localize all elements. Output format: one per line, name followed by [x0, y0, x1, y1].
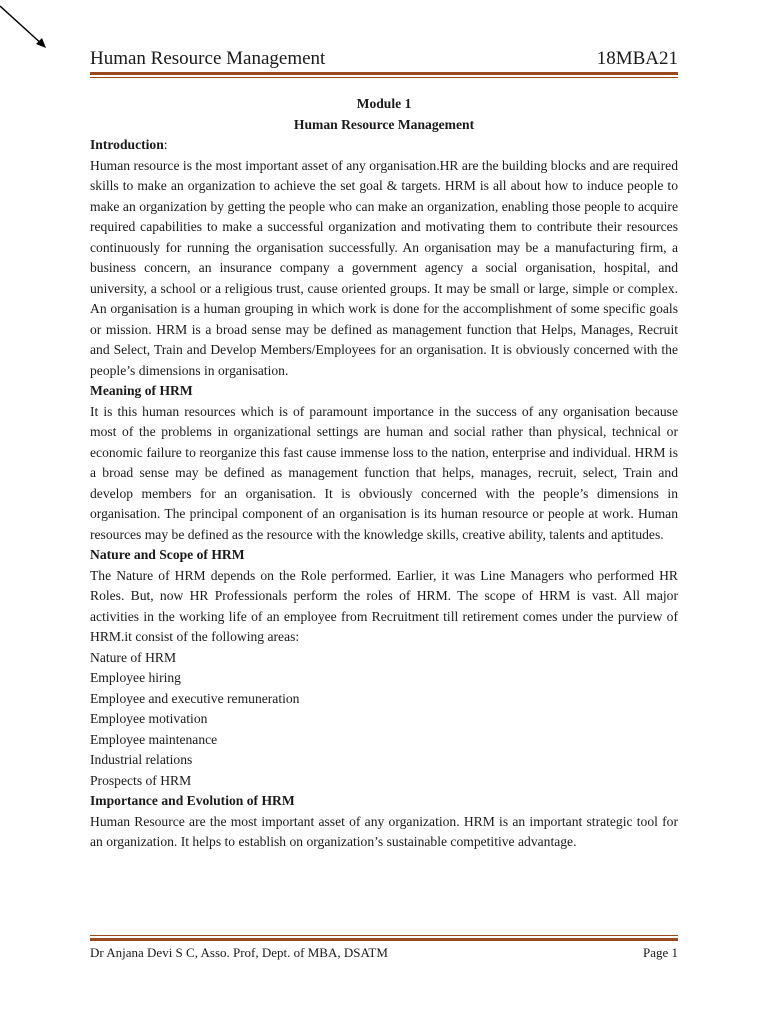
- header-rule: [90, 72, 678, 75]
- list-item: Employee hiring: [90, 670, 181, 685]
- header-title: Human Resource Management: [90, 48, 326, 69]
- list-item: Employee maintenance: [90, 731, 218, 747]
- introduction-paragraph: Human resource is the most important asset of any organisation.HR are the building blocks and are required skills to make an organization to achieve the set goal & targets. HRM is all about how to induce people to make an organization by getting the people who can make an organization, enabling those people to acquire required capabilities to make a successful organization and motivating them to contribute their resources continuously for running the organisation successfully. An organisation may be a manufacturing firm, a business concern, an insurance company a government agency a social organisation, hospital, and university, a school or a religious trust, cause oriented groups. It may be small or large, simple or complex. An organisation is a human grouping in which work is done for the accomplishment of some specific goals or mission. HRM is a broad sense may be defined as management function that Helps, Manages, Recruit and Select, Train and Develop Members/Employees for an organisation. It is obviously concerned with the people’s dimensions in organisation.: [90, 157, 678, 378]
- list-item: Prospects of HRM: [90, 772, 192, 788]
- meaning-heading: Meaning of HRM: [90, 383, 193, 398]
- footer-rule-thin: [90, 935, 678, 936]
- meaning-paragraph: It is this human resources which is of paramount importance in the success of any organisation because most of the problems in organizational settings are human and social rather than physical, technical or economic failure to reorganize this fast cause immense loss to the nation, enterprise and individual. HRM is a broad sense may be defined as management function that helps, manages, recruit, select, Train and develop members for an organisation. It is obviously concerned with the people’s dimensions in organisation. The principal component of an organisation is its human resource or people at work. Human resources may be defined as the resource with the knowledge skills, creative ability, talents and aptitudes.: [90, 403, 678, 542]
- list-item: Nature of HRM: [90, 649, 177, 665]
- importance-paragraph: Human Resource are the most important asset of any organization. HRM is an important strategic tool for an organization. It helps to establish on organization’s sustainable competitive advantage.: [90, 813, 678, 849]
- corner-arrow-icon: [0, 0, 60, 60]
- page-footer: [90, 944, 678, 962]
- page-header: [90, 46, 678, 72]
- header-rule-thin: [90, 77, 678, 78]
- list-item: Employee and executive remuneration: [90, 690, 300, 706]
- nature-paragraph: The Nature of HRM depends on the Role performed. Earlier, it was Line Managers who performed HR Roles. But, now HR Professionals perform the roles of HRM. The scope of HRM is vast. All major activities in the working life of an employee from Recruitment till retirement comes under the purview of HRM.it consist of the following areas:: [90, 567, 678, 644]
- introduction-heading: [90, 135, 678, 156]
- footer-page-number: Page 1: [642, 945, 678, 960]
- module-subtitle: Human Resource Management: [293, 116, 475, 132]
- introduction-heading-text: Introduction: [90, 137, 164, 152]
- module-label: Module 1: [356, 96, 412, 111]
- list-item: Employee motivation: [90, 711, 208, 726]
- document-body: [90, 94, 678, 853]
- list-item: Industrial relations: [90, 752, 193, 767]
- header-course-code: 18MBA21: [596, 48, 678, 69]
- footer-rule: [90, 938, 678, 941]
- footer-author: Dr Anjana Devi S C, Asso. Prof, Dept. of MBA, DSATM: [90, 945, 388, 960]
- importance-heading: Importance and Evolution of HRM: [90, 793, 295, 808]
- nature-heading: Nature and Scope of HRM: [90, 547, 245, 562]
- introduction-heading-colon: :: [163, 137, 168, 152]
